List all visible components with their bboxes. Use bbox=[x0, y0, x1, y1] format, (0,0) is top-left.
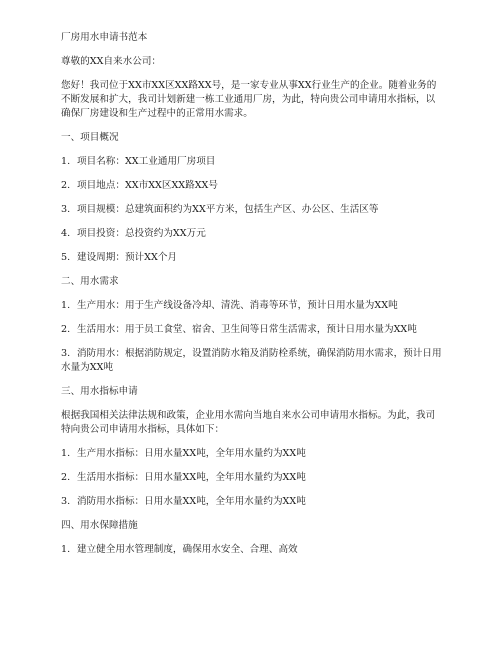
list-item bbox=[61, 543, 444, 557]
section-paragraph: 根据我国相关法律法规和政策，企业用水需向当地自来水公司申请用水指标。为此，我司特向贵公司申请用水指标，具体如下： bbox=[61, 410, 436, 435]
section-heading: 一、项目概况 bbox=[61, 132, 119, 143]
item-number: 4. bbox=[61, 228, 71, 239]
item-text: 消防用水：根据消防规定，设置消防水箱及消防栓系统，确保消防用水需求，预计日用水量为XX吨 bbox=[61, 348, 442, 373]
section-heading: 三、用水指标申请 bbox=[61, 386, 138, 397]
list-item bbox=[61, 179, 444, 193]
item-number: 2. bbox=[61, 472, 71, 483]
item-text: 项目规模：总建筑面积约为XX平方米，包括生产区、办公区、生活区等 bbox=[77, 204, 379, 215]
item-text: 项目地点：XX市XX区XX路XX号 bbox=[77, 180, 218, 191]
item-text: 项目名称：XX工业通用厂房项目 bbox=[77, 156, 216, 167]
list-item bbox=[61, 347, 444, 375]
list-item bbox=[61, 155, 444, 169]
item-number: 1. bbox=[61, 156, 71, 167]
item-text: 项目投资：总投资约为XX万元 bbox=[77, 228, 206, 239]
document-title: 厂房用水申请书范本 bbox=[61, 32, 148, 43]
list-item bbox=[61, 495, 444, 509]
list-item bbox=[61, 471, 444, 485]
list-item bbox=[61, 323, 444, 337]
item-number: 1. bbox=[61, 544, 71, 555]
intro-paragraph: 您好！我司位于XX市XX区XX路XX号，是一家专业从事XX行业生产的企业。随着业务的不断发展和扩大，我司计划新建一栋工业通用厂房，为此，特向贵公司申请用水指标，以确保厂房建设和生产过程中的正常用水需求。 bbox=[61, 80, 437, 119]
list-item bbox=[61, 299, 444, 313]
item-text: 生活用水：用于员工食堂、宿舍、卫生间等日常生活需求，预计日用水量为XX吨 bbox=[77, 324, 417, 335]
item-text: 生产用水指标：日用水量XX吨，全年用水量约为XX吨 bbox=[77, 448, 306, 459]
item-text: 建立健全用水管理制度，确保用水安全、合理、高效 bbox=[77, 544, 298, 555]
item-number: 1. bbox=[61, 300, 71, 311]
item-number: 3. bbox=[61, 204, 71, 215]
document-page bbox=[61, 31, 444, 567]
list-item bbox=[61, 251, 444, 265]
item-text: 生活用水指标：日用水量XX吨，全年用水量约为XX吨 bbox=[77, 472, 306, 483]
section-heading: 二、用水需求 bbox=[61, 276, 119, 287]
list-item bbox=[61, 227, 444, 241]
section-heading: 四、用水保障措施 bbox=[61, 520, 138, 531]
list-item bbox=[61, 203, 444, 217]
salutation: 尊敬的XX自来水公司： bbox=[61, 56, 162, 67]
item-text: 生产用水：用于生产线设备冷却、清洗、消毒等环节，预计日用水量为XX吨 bbox=[77, 300, 398, 311]
item-number: 2. bbox=[61, 180, 71, 191]
item-number: 2. bbox=[61, 324, 71, 335]
item-text: 消防用水指标：日用水量XX吨，全年用水量约为XX吨 bbox=[77, 496, 306, 507]
item-number: 3. bbox=[61, 496, 71, 507]
item-text: 建设周期：预计XX个月 bbox=[77, 252, 178, 263]
item-number: 1. bbox=[61, 448, 71, 459]
item-number: 5. bbox=[61, 252, 71, 263]
list-item bbox=[61, 447, 444, 461]
item-number: 3. bbox=[61, 348, 71, 359]
